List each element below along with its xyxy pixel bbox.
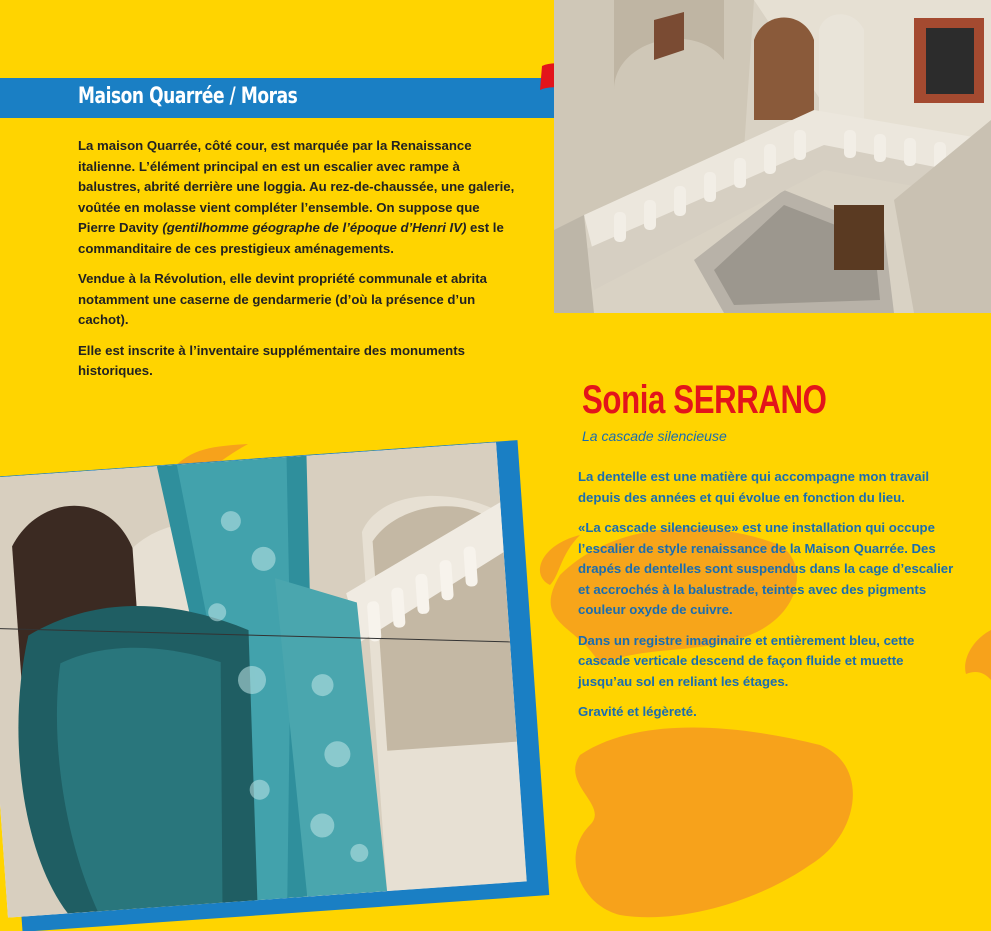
artwork-title: La cascade silencieuse — [582, 428, 727, 444]
history-text — [78, 136, 518, 392]
artist-paragraph-3: Dans un registre imaginaire et entièrement bleu, cette cascade verticale descend de façon fluide et muette jusqu’au sol en reliant les étages. — [578, 632, 915, 689]
courtyard-photo — [554, 0, 991, 313]
orange-brush-stroke-edge — [962, 630, 991, 680]
artist-paragraph-1: La dentelle est une matière qui accompagne mon travail depuis des années et qui évolue en fonction du lieu. — [578, 469, 930, 505]
page-title: Maison Quarrée / Moras — [78, 84, 298, 109]
artist-paragraph-4: Gravité et légèreté. — [578, 704, 697, 719]
orange-brush-stroke-bottom — [560, 715, 880, 931]
lace-installation-photo — [0, 442, 527, 917]
history-paragraph-1: La maison Quarrée, côté cour, est marquée par la Renaissance italienne. L’élément principal en est un escalier avec rampe à balustres, abrité derrière une loggia. Au rez-de-chaussée, une galerie, voûtée en molasse vient compléter l’ensemble. On suppose que Pierre Davity (gentilhomme géographe de l’époque d’Henri IV) est le commanditaire de ces prestigieux aménagements. — [78, 138, 515, 256]
artist-paragraph-2: «La cascade silencieuse» est une installation qui occupe l’escalier de style renaissance de la Maison Quarrée. Des drapés de dentelles sont suspendus dans la cage d’escalier et accrochés à la balustrade, teintes avec des pigments couleur oxyde de cuivre. — [578, 520, 954, 617]
history-paragraph-3: Elle est inscrite à l’inventaire supplémentaire des monuments historiques. — [78, 342, 465, 378]
history-paragraph-2: Vendue à la Révolution, elle devint propriété communale et abrita notamment une caserne de gendarmerie (d’où la présence d’un cachot). — [78, 271, 487, 327]
artist-name: Sonia SERRANO — [582, 378, 827, 422]
artist-text — [578, 467, 958, 733]
